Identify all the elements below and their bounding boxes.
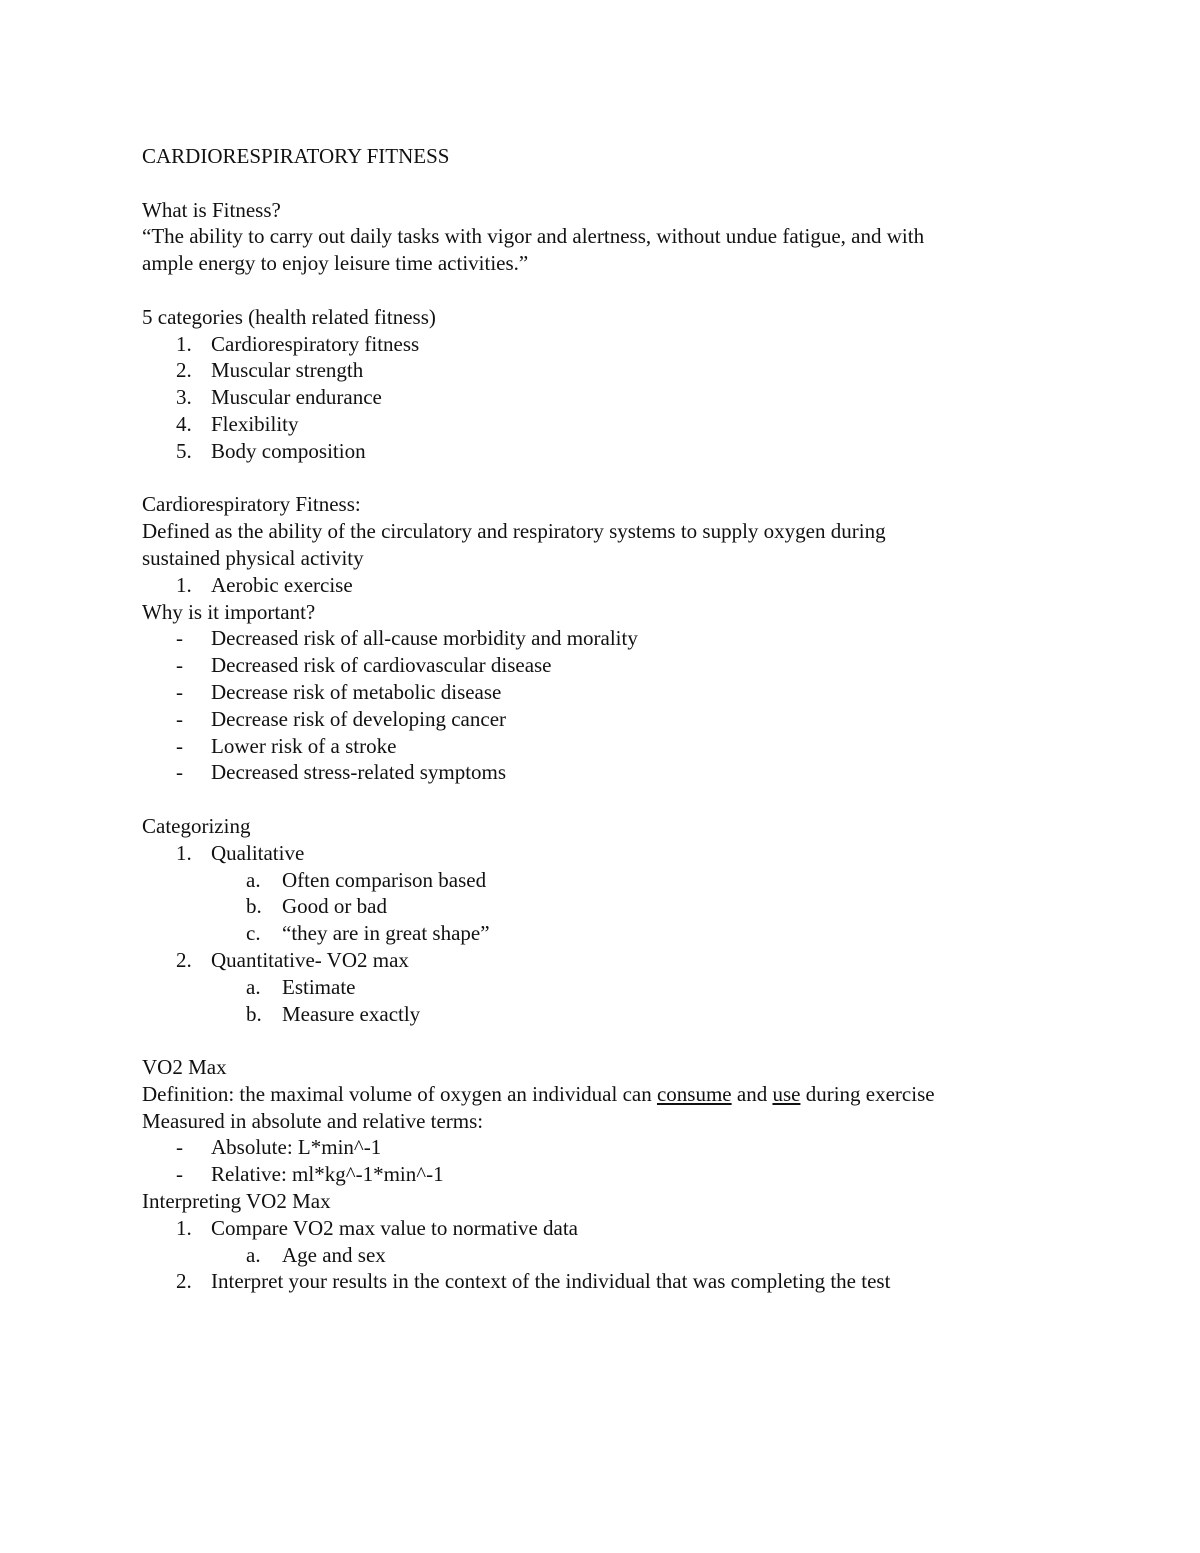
list-marker: 2. xyxy=(176,1269,192,1294)
list-item-text: Interpret your results in the context of the individual that was completing the test xyxy=(211,1269,891,1294)
list-marker: 3. xyxy=(176,385,192,410)
vo2-definition-and: and xyxy=(731,1081,773,1106)
list-item-text: Muscular endurance xyxy=(211,385,382,410)
list-marker: - xyxy=(176,626,183,651)
list-marker: 1. xyxy=(176,840,192,865)
list-item-text: Muscular strength xyxy=(211,358,364,383)
list-item xyxy=(142,759,1082,786)
list-marker: 4. xyxy=(176,411,192,436)
document-body xyxy=(142,143,1082,1295)
list-marker: - xyxy=(176,653,183,678)
list-item xyxy=(142,1215,1082,1242)
sub-list-item xyxy=(142,893,1082,920)
sub-list-item xyxy=(142,1242,1082,1269)
list-item-text: Absolute: L*min^-1 xyxy=(211,1135,382,1160)
spacer xyxy=(142,277,1082,304)
spacer xyxy=(142,786,1082,813)
list-marker: - xyxy=(176,760,183,785)
list-item xyxy=(142,706,1082,733)
list-marker: - xyxy=(176,706,183,731)
categorizing-heading: Categorizing xyxy=(142,813,251,838)
list-item-text: Qualitative xyxy=(211,840,305,865)
fitness-quote-line-1: “The ability to carry out daily tasks with vigor and alertness, without undue fatigue, and with xyxy=(142,224,925,249)
spacer xyxy=(142,1027,1082,1054)
list-marker: - xyxy=(176,679,183,704)
list-item-text: Decrease risk of metabolic disease xyxy=(211,679,502,704)
list-marker: b. xyxy=(246,894,262,919)
list-item-text: Decreased stress-related symptoms xyxy=(211,760,507,785)
list-item-text: Compare VO2 max value to normative data xyxy=(211,1215,579,1240)
list-item-text: Decrease risk of developing cancer xyxy=(211,706,507,731)
sub-list-item xyxy=(142,974,1082,1001)
why-important-heading: Why is it important? xyxy=(142,599,316,624)
list-item-text: Often comparison based xyxy=(282,867,487,892)
vo2-definition-suffix: during exercise xyxy=(800,1081,935,1106)
list-item-text: Decreased risk of cardiovascular disease xyxy=(211,653,552,678)
list-marker: 1. xyxy=(176,572,192,597)
sub-list-item xyxy=(142,867,1082,894)
list-marker: 1. xyxy=(176,331,192,356)
list-item xyxy=(142,679,1082,706)
vo2-definition-prefix: Definition: the maximal volume of oxygen an individual can xyxy=(142,1081,657,1106)
list-item-text: Estimate xyxy=(282,974,356,999)
list-item xyxy=(142,840,1082,867)
spacer xyxy=(142,465,1082,492)
fitness-quote-line-2: ample energy to enjoy leisure time activities.” xyxy=(142,251,529,276)
list-item-text: Good or bad xyxy=(282,894,387,919)
list-marker: a. xyxy=(246,1242,261,1267)
spacer xyxy=(142,170,1082,197)
list-item xyxy=(142,438,1082,465)
list-marker: - xyxy=(176,1135,183,1160)
list-item xyxy=(142,652,1082,679)
list-item xyxy=(142,625,1082,652)
underlined-word-use: use xyxy=(772,1081,801,1106)
list-item xyxy=(142,947,1082,974)
list-item-text: Age and sex xyxy=(282,1242,386,1267)
cardio-definition-line-2: sustained physical activity xyxy=(142,545,364,570)
list-item xyxy=(142,357,1082,384)
list-marker: b. xyxy=(246,1001,262,1026)
list-item xyxy=(142,1161,1082,1188)
list-item xyxy=(142,384,1082,411)
list-item xyxy=(142,331,1082,358)
vo2-measured: Measured in absolute and relative terms: xyxy=(142,1108,484,1133)
cardio-definition-line-1: Defined as the ability of the circulatory and respiratory systems to supply oxygen during xyxy=(142,519,886,544)
list-marker: a. xyxy=(246,867,261,892)
interpreting-heading: Interpreting VO2 Max xyxy=(142,1189,331,1214)
list-marker: 2. xyxy=(176,947,192,972)
list-item-text: “they are in great shape” xyxy=(282,921,490,946)
list-item-text: Flexibility xyxy=(211,411,299,436)
list-marker: a. xyxy=(246,974,261,999)
list-item xyxy=(142,1268,1082,1295)
list-marker: 1. xyxy=(176,1215,192,1240)
list-marker: 2. xyxy=(176,358,192,383)
vo2-definition xyxy=(142,1081,1082,1108)
list-item xyxy=(142,411,1082,438)
list-item-text: Decreased risk of all-cause morbidity and morality xyxy=(211,626,638,651)
list-item-text: Relative: ml*kg^-1*min^-1 xyxy=(211,1162,444,1187)
categories-heading: 5 categories (health related fitness) xyxy=(142,304,436,329)
list-item xyxy=(142,733,1082,760)
list-item-text: Quantitative- VO2 max xyxy=(211,947,409,972)
list-marker: c. xyxy=(246,921,261,946)
list-item-text: Measure exactly xyxy=(282,1001,421,1026)
fitness-question: What is Fitness? xyxy=(142,197,281,222)
sub-list-item xyxy=(142,920,1082,947)
list-item xyxy=(142,572,1082,599)
underlined-word-consume: consume xyxy=(656,1081,732,1106)
list-item-text: Aerobic exercise xyxy=(211,572,353,597)
cardio-heading: Cardiorespiratory Fitness: xyxy=(142,492,361,517)
list-item-text: Lower risk of a stroke xyxy=(211,733,397,758)
list-marker: - xyxy=(176,733,183,758)
list-item xyxy=(142,1134,1082,1161)
sub-list-item xyxy=(142,1001,1082,1028)
vo2-heading: VO2 Max xyxy=(142,1055,227,1080)
list-marker: - xyxy=(176,1162,183,1187)
page-title: CARDIORESPIRATORY FITNESS xyxy=(142,144,450,168)
list-item-text: Body composition xyxy=(211,438,366,463)
list-marker: 5. xyxy=(176,438,192,463)
list-item-text: Cardiorespiratory fitness xyxy=(211,331,420,356)
